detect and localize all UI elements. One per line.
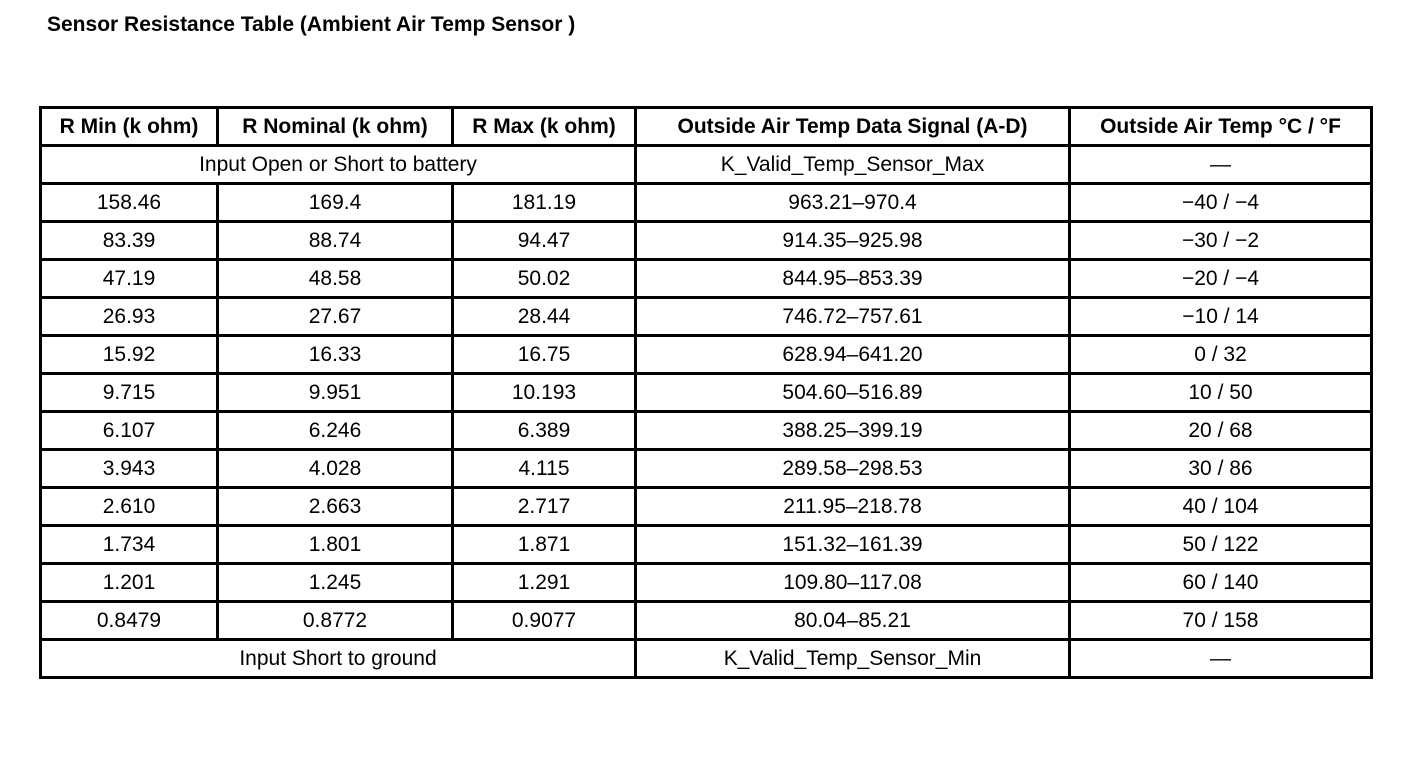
r-nominal-cell: 1.245 [218, 564, 453, 602]
r-min-cell: 15.92 [41, 336, 218, 374]
temp-cell: 40 / 104 [1070, 488, 1372, 526]
temp-cell: −40 / −4 [1070, 184, 1372, 222]
temp-cell: 20 / 68 [1070, 412, 1372, 450]
short-signal-cell: K_Valid_Temp_Sensor_Min [636, 640, 1070, 678]
data-signal-cell: 151.32–161.39 [636, 526, 1070, 564]
open-signal-cell: K_Valid_Temp_Sensor_Max [636, 146, 1070, 184]
data-signal-cell: 388.25–399.19 [636, 412, 1070, 450]
temp-cell: 30 / 86 [1070, 450, 1372, 488]
r-min-cell: 6.107 [41, 412, 218, 450]
r-max-cell: 1.871 [453, 526, 636, 564]
header-r-max: R Max (k ohm) [453, 108, 636, 146]
r-max-cell: 2.717 [453, 488, 636, 526]
table-row [41, 564, 1372, 602]
data-signal-cell: 746.72–757.61 [636, 298, 1070, 336]
header-data-signal: Outside Air Temp Data Signal (A-D) [636, 108, 1070, 146]
r-nominal-cell: 4.028 [218, 450, 453, 488]
table-row [41, 488, 1372, 526]
temp-cell: 50 / 122 [1070, 526, 1372, 564]
r-max-cell: 0.9077 [453, 602, 636, 640]
table-row [41, 526, 1372, 564]
header-outside-air-temp: Outside Air Temp °C / °F [1070, 108, 1372, 146]
r-max-cell: 16.75 [453, 336, 636, 374]
r-max-cell: 4.115 [453, 450, 636, 488]
r-max-cell: 1.291 [453, 564, 636, 602]
open-circuit-row [41, 146, 1372, 184]
data-signal-cell: 963.21–970.4 [636, 184, 1070, 222]
r-min-cell: 9.715 [41, 374, 218, 412]
data-signal-cell: 80.04–85.21 [636, 602, 1070, 640]
r-nominal-cell: 9.951 [218, 374, 453, 412]
r-min-cell: 0.8479 [41, 602, 218, 640]
r-nominal-cell: 1.801 [218, 526, 453, 564]
r-nominal-cell: 27.67 [218, 298, 453, 336]
table-row [41, 602, 1372, 640]
r-max-cell: 10.193 [453, 374, 636, 412]
r-min-cell: 2.610 [41, 488, 218, 526]
table-row [41, 298, 1372, 336]
temp-cell: −30 / −2 [1070, 222, 1372, 260]
table-row [41, 184, 1372, 222]
r-min-cell: 1.201 [41, 564, 218, 602]
r-min-cell: 1.734 [41, 526, 218, 564]
r-max-cell: 28.44 [453, 298, 636, 336]
data-signal-cell: 628.94–641.20 [636, 336, 1070, 374]
table-row [41, 222, 1372, 260]
table-row [41, 374, 1372, 412]
r-max-cell: 181.19 [453, 184, 636, 222]
header-r-nominal: R Nominal (k ohm) [218, 108, 453, 146]
r-nominal-cell: 6.246 [218, 412, 453, 450]
r-nominal-cell: 48.58 [218, 260, 453, 298]
short-to-ground-row [41, 640, 1372, 678]
temp-cell: 70 / 158 [1070, 602, 1372, 640]
data-signal-cell: 211.95–218.78 [636, 488, 1070, 526]
open-condition-cell: Input Open or Short to battery [41, 146, 636, 184]
short-temp-cell: — [1070, 640, 1372, 678]
r-max-cell: 50.02 [453, 260, 636, 298]
r-max-cell: 6.389 [453, 412, 636, 450]
table-row [41, 260, 1372, 298]
data-signal-cell: 504.60–516.89 [636, 374, 1070, 412]
r-nominal-cell: 0.8772 [218, 602, 453, 640]
temp-cell: 60 / 140 [1070, 564, 1372, 602]
table-row [41, 412, 1372, 450]
temp-cell: −10 / 14 [1070, 298, 1372, 336]
r-nominal-cell: 16.33 [218, 336, 453, 374]
r-min-cell: 47.19 [41, 260, 218, 298]
header-r-min: R Min (k ohm) [41, 108, 218, 146]
r-min-cell: 3.943 [41, 450, 218, 488]
temp-cell: 10 / 50 [1070, 374, 1372, 412]
r-min-cell: 158.46 [41, 184, 218, 222]
r-max-cell: 94.47 [453, 222, 636, 260]
temp-cell: 0 / 32 [1070, 336, 1372, 374]
table-row [41, 450, 1372, 488]
data-signal-cell: 914.35–925.98 [636, 222, 1070, 260]
data-signal-cell: 844.95–853.39 [636, 260, 1070, 298]
table-row [41, 336, 1372, 374]
r-nominal-cell: 169.4 [218, 184, 453, 222]
r-min-cell: 26.93 [41, 298, 218, 336]
sensor-resistance-table [39, 106, 1373, 679]
table-header-row [41, 108, 1372, 146]
r-nominal-cell: 88.74 [218, 222, 453, 260]
page-title: Sensor Resistance Table (Ambient Air Temp Sensor ) [47, 13, 576, 36]
r-min-cell: 83.39 [41, 222, 218, 260]
temp-cell: −20 / −4 [1070, 260, 1372, 298]
short-condition-cell: Input Short to ground [41, 640, 636, 678]
open-temp-cell: — [1070, 146, 1372, 184]
data-signal-cell: 289.58–298.53 [636, 450, 1070, 488]
r-nominal-cell: 2.663 [218, 488, 453, 526]
data-signal-cell: 109.80–117.08 [636, 564, 1070, 602]
